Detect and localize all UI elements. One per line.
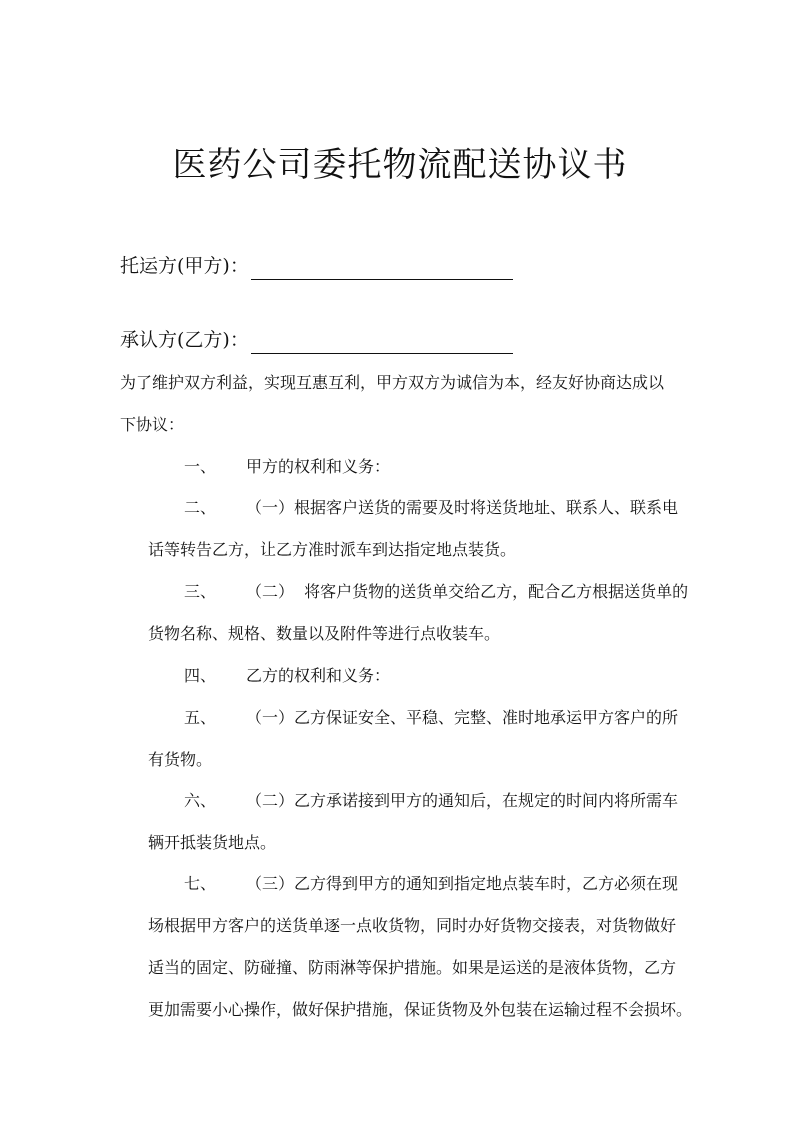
section-continuation: 适当的固定、防碰撞、防雨淋等保护措施。如果是运送的是液体货物，乙方	[148, 958, 677, 977]
intro-line-2: 下协议：	[120, 415, 185, 434]
section-continuation: 有货物。	[148, 750, 213, 769]
section-continuation: 更加需要小心操作，做好保护措施，保证货物及外包装在运输过程不会损坏。	[148, 1000, 693, 1019]
section-number: 二、	[184, 498, 217, 517]
party-b-blank	[251, 331, 513, 354]
party-b-label: 承认方(乙方)：	[120, 329, 249, 351]
section-text: （一）乙方保证安全、平稳、完整、准时地承运甲方客户的所	[246, 708, 679, 727]
section-text: （二） 将客户货物的送货单交给乙方，配合乙方根据送货单的	[246, 582, 689, 601]
section-continuation: 话等转告乙方，让乙方准时派车到达指定地点装货。	[148, 540, 517, 559]
intro-paragraph	[120, 362, 664, 446]
section-number: 三、	[184, 582, 217, 601]
section-number: 七、	[184, 874, 217, 893]
section-1	[120, 446, 700, 488]
intro-line-1: 为了维护双方利益，实现互惠互利，甲方双方为诚信为本，经友好协商达成以	[120, 373, 665, 392]
section-6	[120, 780, 700, 864]
section-text: 乙方的权利和义务：	[246, 666, 391, 685]
section-number: 一、	[184, 457, 217, 476]
party-a-label: 托运方(甲方)：	[120, 255, 249, 277]
section-5	[120, 697, 700, 781]
section-2	[120, 487, 700, 571]
section-continuation: 辆开抵装货地点。	[148, 833, 277, 852]
section-7	[120, 863, 700, 1031]
section-continuation: 货物名称、规格、数量以及附件等进行点收装车。	[148, 624, 501, 643]
party-b-line	[120, 326, 513, 354]
section-text: 甲方的权利和义务：	[246, 457, 391, 476]
section-number: 五、	[184, 708, 217, 727]
section-number: 四、	[184, 666, 217, 685]
section-continuation: 场根据甲方客户的送货单逐一点收货物，同时办好货物交接表，对货物做好	[148, 916, 677, 935]
section-text: （二）乙方承诺接到甲方的通知后，在规定的时间内将所需车	[246, 791, 679, 810]
section-number: 六、	[184, 791, 217, 810]
section-4	[120, 655, 700, 697]
party-a-line	[120, 252, 513, 280]
section-text: （三）乙方得到甲方的通知到指定地点装车时，乙方必须在现	[246, 874, 679, 893]
section-text: （一）根据客户送货的需要及时将送货地址、联系人、联系电	[246, 498, 679, 517]
section-3	[120, 571, 700, 655]
document-title: 医药公司委托物流配送协议书	[172, 145, 628, 185]
party-a-blank	[251, 257, 513, 280]
